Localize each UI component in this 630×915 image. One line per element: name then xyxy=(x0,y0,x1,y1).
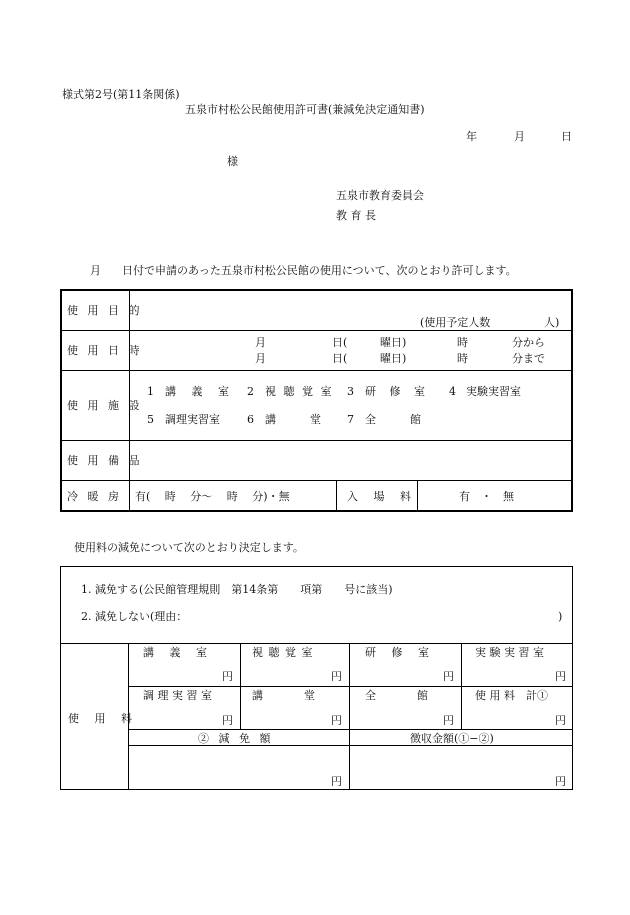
issuer: 五泉市教育委員会 xyxy=(336,189,424,202)
heating-label: 冷 暖 房 xyxy=(67,490,122,503)
yen: 円 xyxy=(555,714,566,727)
facility-7-name: 全 館 xyxy=(365,413,425,426)
facility-label: 使 用 施 設 xyxy=(67,399,143,412)
intro-month: 月 xyxy=(90,264,101,277)
fee-total: 使 用 料 計① xyxy=(475,689,548,702)
facility-1-name: 講 義 室 xyxy=(165,385,235,398)
datetime-label: 使 用 日 時 xyxy=(67,344,143,357)
fee-cooking-room: 調 理 実 習 室 xyxy=(143,689,212,702)
yen: 円 xyxy=(331,714,342,727)
start-weekday: 曜日) xyxy=(380,336,407,349)
end-weekday: 曜日) xyxy=(380,352,407,365)
end-month: 月 xyxy=(255,352,266,365)
facility-5-num: 5 xyxy=(147,413,154,426)
fee-lab-room: 実 験 実 習 室 xyxy=(475,646,544,659)
intro-text: 日付で申請のあった五泉市村松公民館の使用について、次のとおり許可します。 xyxy=(122,264,517,277)
facility-4-name: 実験実習室 xyxy=(466,385,521,398)
reduction-intro: 使用料の減免について次のとおり決定します。 xyxy=(74,541,304,554)
facility-5-name: 調理実習室 xyxy=(165,413,220,426)
date-day: 日 xyxy=(561,130,572,143)
fee-label: 使 用 料 xyxy=(68,712,138,725)
attendees-label: (使用予定人数 xyxy=(420,316,491,329)
yen: 円 xyxy=(222,670,233,683)
addressee-suffix: 様 xyxy=(227,155,238,168)
end-minute: 分まで xyxy=(512,352,545,365)
option-no-reduce-close: ) xyxy=(558,610,563,623)
fee-av-room: 視 聴 覚 室 xyxy=(252,646,314,659)
yen: 円 xyxy=(331,775,342,788)
admission-value: 有 ・ 無 xyxy=(459,490,514,503)
fee-training-room: 研 修 室 xyxy=(365,646,435,659)
facility-2-num: 2 xyxy=(247,385,254,398)
fee-lecture-room: 講 義 室 xyxy=(143,646,213,659)
end-hour: 時 xyxy=(457,352,468,365)
end-day: 日( xyxy=(332,352,348,365)
collected-amount-label: 徴収金額(①−②) xyxy=(410,732,494,745)
reduction-table xyxy=(60,566,573,790)
option-reduce: 1. 減免する(公民館管理規則 第14条第 項第 号に該当) xyxy=(81,583,393,596)
form-number: 様式第2号(第11条関係) xyxy=(62,88,180,101)
date-year: 年 xyxy=(466,130,477,143)
yen: 円 xyxy=(555,670,566,683)
option-no-reduce: 2. 減免しない(理由： xyxy=(81,610,188,623)
start-month: 月 xyxy=(255,336,266,349)
equipment-label: 使 用 備 品 xyxy=(67,454,143,467)
start-day: 日( xyxy=(332,336,348,349)
start-hour: 時 xyxy=(457,336,468,349)
facility-2-name: 視 聴 覚 室 xyxy=(265,385,334,398)
heating-value: 有( 時 分〜 時 分)・無 xyxy=(135,490,290,503)
yen: 円 xyxy=(555,775,566,788)
fee-whole-building: 全 館 xyxy=(365,689,430,702)
purpose-label: 使 用 目 的 xyxy=(67,304,143,317)
facility-6-num: 6 xyxy=(247,413,254,426)
date-month: 月 xyxy=(514,130,525,143)
facility-1-num: 1 xyxy=(147,385,154,398)
fee-hall: 講 堂 xyxy=(252,689,317,702)
facility-3-name: 研 修 室 xyxy=(365,385,430,398)
facility-3-num: 3 xyxy=(347,385,354,398)
admission-label: 入 場 料 xyxy=(347,490,417,503)
document-title: 五泉市村松公民館使用許可書(兼減免決定通知書) xyxy=(185,103,425,116)
reduced-amount-label: ② 減 免 額 xyxy=(198,732,274,745)
facility-7-num: 7 xyxy=(347,413,354,426)
facility-4-num: 4 xyxy=(449,385,456,398)
yen: 円 xyxy=(222,714,233,727)
attendees-unit: 人) xyxy=(544,316,560,329)
yen: 円 xyxy=(443,670,454,683)
yen: 円 xyxy=(443,714,454,727)
issuer-title: 教 育 長 xyxy=(336,209,376,222)
yen: 円 xyxy=(331,670,342,683)
facility-6-name: 講 堂 xyxy=(265,413,325,426)
start-minute: 分から xyxy=(512,336,545,349)
